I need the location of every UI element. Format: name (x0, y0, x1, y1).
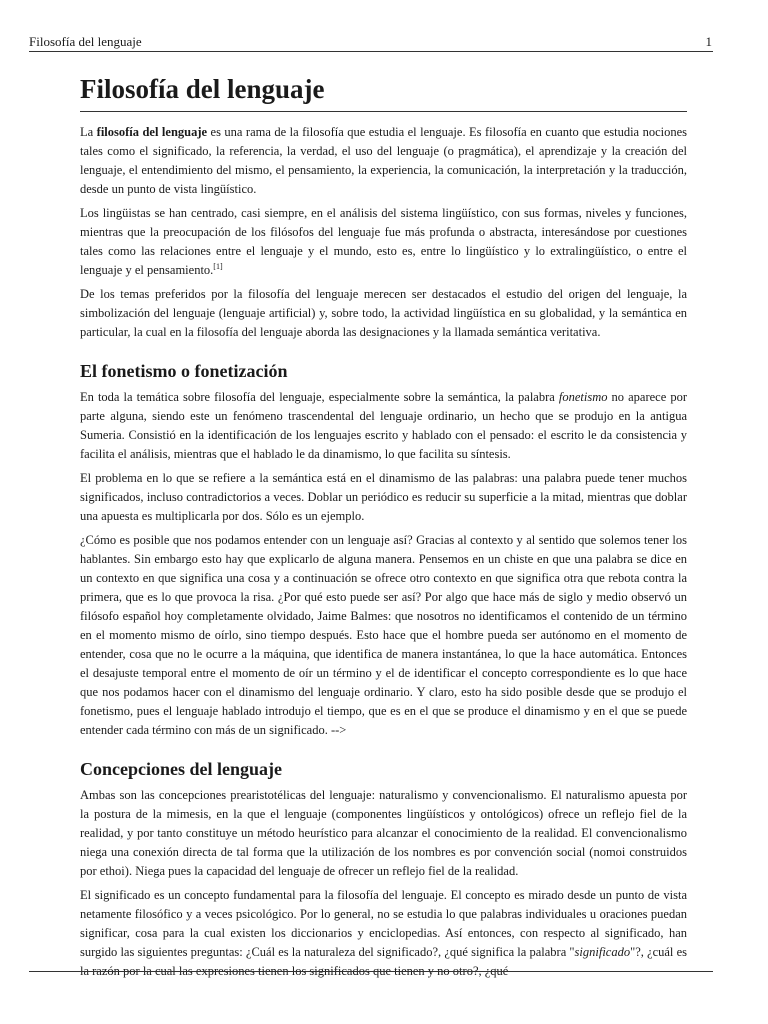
text-run: es una rama de la filosofía que estudia el lenguaje. Es filosofía en cuanto que estudia nociones tales como el significado, la referencia, la verdad, el uso del lenguaje (o pragmática), el aprendizaje y la creación del lenguaje, el entendimiento del mismo, el pensamiento, la experiencia, la comunicación, la interpretación y la traducción, desde un punto de vista lingüístico. (80, 125, 687, 196)
italic-term: fonetismo (558, 390, 608, 404)
section-heading-fonetismo: El fonetismo o fonetización (80, 361, 288, 381)
footer-rule (29, 971, 713, 972)
intro-paragraph-3: De los temas preferidos por la filosofía del lenguaje merecen ser destacados el estudio del origen del lenguaje, la simbolización del lenguaje (lenguaje artificial) y, sobre todo, la actividad lingüística en su globalidad, y la semántica en particular, la cual en la filosofía del lenguaje aborda las designaciones y la llamada semántica veritativa. (80, 287, 687, 339)
running-header (29, 34, 712, 50)
text-run: La (80, 125, 97, 139)
article-body (80, 71, 687, 986)
page-title: Filosofía del lenguaje (80, 71, 687, 112)
intro-paragraph-1 (80, 123, 687, 199)
running-title: Filosofía del lenguaje (29, 34, 142, 49)
italic-term: significado (574, 945, 631, 959)
fonetismo-paragraph-1 (80, 388, 687, 464)
text-run: "?, ¿cuál es la razón por la cual las expresiones tienen los significados que tienen y no otro?, ¿qué (80, 945, 687, 978)
text-run: no aparece por parte alguna, siendo este un fenómeno trascendental del lenguaje ordinario, un hecho que se produjo en la antigua Sumeria. Consistió en la identificación de los lenguajes escrito y hablado con el pensado: el escrito le da consistencia y facilita el análisis, mientras que el hablado le da dinamismo, lo que facilita su síntesis. (80, 390, 687, 461)
intro-paragraph-2 (80, 204, 687, 280)
bold-term: filosofía del lenguaje (96, 125, 208, 139)
fonetismo-paragraph-2: El problema en lo que se refiere a la semántica está en el dinamismo de las palabras: una palabra puede tener muchos significados, incluso contradictorios a veces. Doblar un periódico es reducir su superficie a la mitad, mientras que doblar una apuesta es multiplicarla por dos. Sólo es un ejemplo. (80, 471, 687, 523)
text-run: Los lingüistas se han centrado, casi siempre, en el análisis del sistema lingüístico, con sus formas, niveles y funciones, mientras que la preocupación de los filósofos del lenguaje fue más profunda o abstracta, interesándose por cuestiones tales como las relaciones entre el lenguaje y el mundo, esto es, entre lo lingüístico y lo extralingüístico, o entre el lenguaje y el pensamiento. (80, 206, 687, 277)
reference-link[interactable]: [1] (213, 261, 223, 271)
page-number: 1 (705, 34, 712, 49)
header-rule (29, 51, 713, 52)
text-run: En toda la temática sobre filosofía del lenguaje, especialmente sobre la semántica, la palabra (80, 390, 559, 404)
fonetismo-paragraph-3: ¿Cómo es posible que nos podamos entender con un lenguaje así? Gracias al contexto y al sentido que solemos tener los hablantes. Sin embargo esto hay que explicarlo de alguna manera. Pensemos en un chiste en que una palabra se dice en un contexto en que significa una cosa y a continuación se ofrece otro contexto en que significa otra que rebota contra la primera, que es lo que provoca la risa. ¿Por qué esto puede ser así? Por algo que hace más de siglo y medio observó un filósofo español hoy completamente olvidado, Jaime Balmes: que nosotros no identificamos el contenido de un término en el momento mismo de oírlo, sino tiempo después. Esto hace que el hombre pueda ser autónomo en el momento de entender, cosa que no le ocurre a la máquina, que identifica de manera instantánea, lo que la hace automática. Entonces el desajuste temporal entre el momento de oír un término y el de identificar el concepto correspondiente es lo que hace que nos podamos hacer con el dinamismo del lenguaje ordinario. Y claro, esto ha sido posible desde que se produjo el fonetismo, pues el lenguaje hablado introdujo el tiempo, que es en el que se produce el dinamismo y en el que se puede entender cada término con más de un significado. --> (80, 533, 687, 737)
concepciones-paragraph-2 (80, 886, 687, 981)
concepciones-paragraph-1: Ambas son las concepciones prearistotélicas del lenguaje: naturalismo y convencionalismo. El naturalismo apuesta por la postura de la mimesis, en la que el lenguaje (componentes lingüísticos y ontológicos) ofrece un reflejo fiel de la realidad, y por tanto constituye un método heurístico para alcanzar el conocimiento de la realidad. El convencionalismo niega una conexión directa de tal forma que la utilización de los nombres es por convención social (nomoi construidos por ethoi). Niega pues la capacidad del lenguaje de ofrecer un reflejo fiel de la realidad. (80, 788, 687, 878)
section-heading-concepciones: Concepciones del lenguaje (80, 759, 282, 779)
text-run: El significado es un concepto fundamental para la filosofía del lenguaje. El concepto es mirado desde un punto de vista netamente filosófico y a veces psicológico. Por lo general, no se estudia lo que palabras individuales u oraciones puedan significar, cosa para la cual existen los diccionarios y enciclopedias. Así entonces, con respecto al significado, han surgido las siguientes preguntas: ¿Cuál es la naturaleza del significado?, ¿qué significa la palabra " (80, 888, 687, 959)
